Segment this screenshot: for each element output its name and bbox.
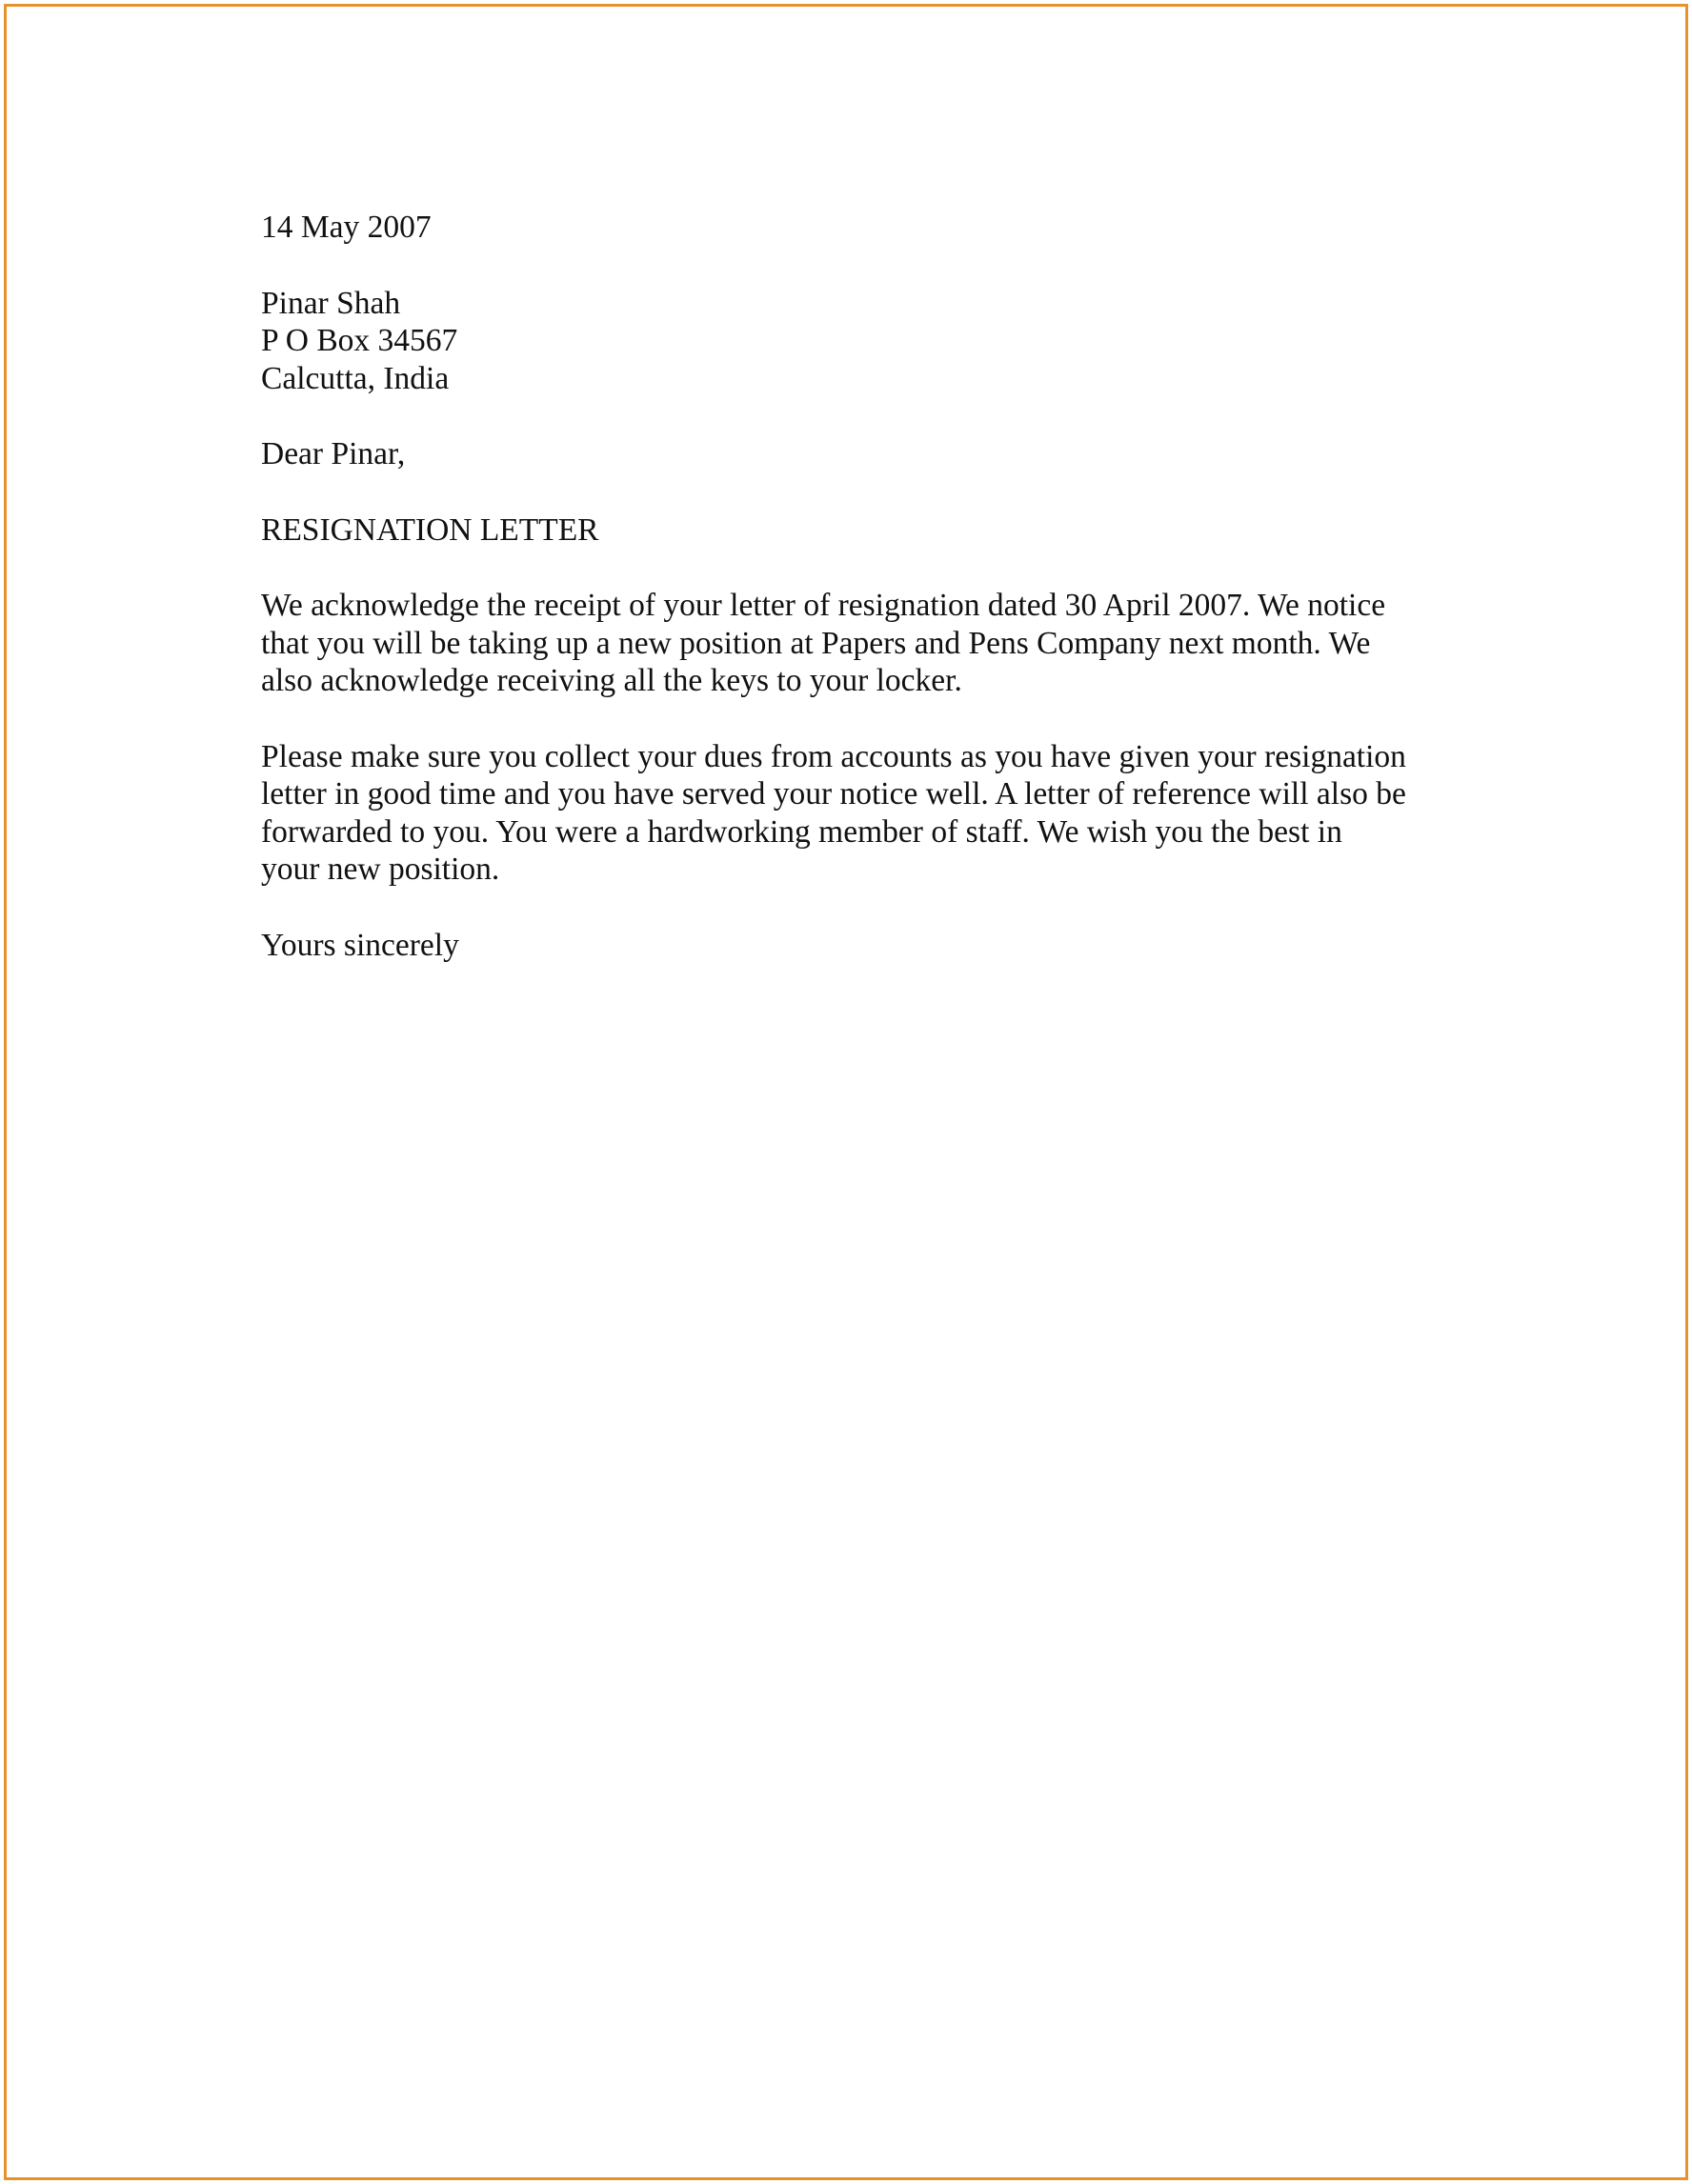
salutation: Dear Pinar,	[261, 436, 406, 471]
paragraph-acknowledgement	[261, 587, 1490, 700]
paragraph-line: forwarded to you. You were a hardworking member of staff. We wish you the best in	[261, 813, 1342, 850]
closing: Yours sincerely	[261, 927, 459, 963]
paragraph-line: that you will be taking up a new position at Papers and Pens Company next month. We	[261, 625, 1371, 661]
recipient-address-line1: P O Box 34567	[261, 323, 458, 358]
letter-body	[261, 209, 1490, 964]
paragraph-dues	[261, 738, 1490, 889]
subject-line: RESIGNATION LETTER	[261, 511, 599, 548]
paragraph-line: letter in good time and you have served your notice well. A letter of reference will also be	[261, 776, 1406, 811]
page-border-frame	[4, 4, 1688, 2180]
recipient-address-line2: Calcutta, India	[261, 360, 450, 396]
paragraph-line: your new position.	[261, 852, 500, 887]
paragraph-line: Please make sure you collect your dues from accounts as you have given your resignation	[261, 738, 1406, 774]
letter-date: 14 May 2007	[261, 210, 432, 245]
recipient-block	[261, 285, 1490, 398]
recipient-name: Pinar Shah	[261, 285, 401, 321]
paragraph-line: We acknowledge the receipt of your letter of resignation dated 30 April 2007. We notice	[261, 588, 1386, 623]
paragraph-line: also acknowledge receiving all the keys to your locker.	[261, 663, 962, 698]
